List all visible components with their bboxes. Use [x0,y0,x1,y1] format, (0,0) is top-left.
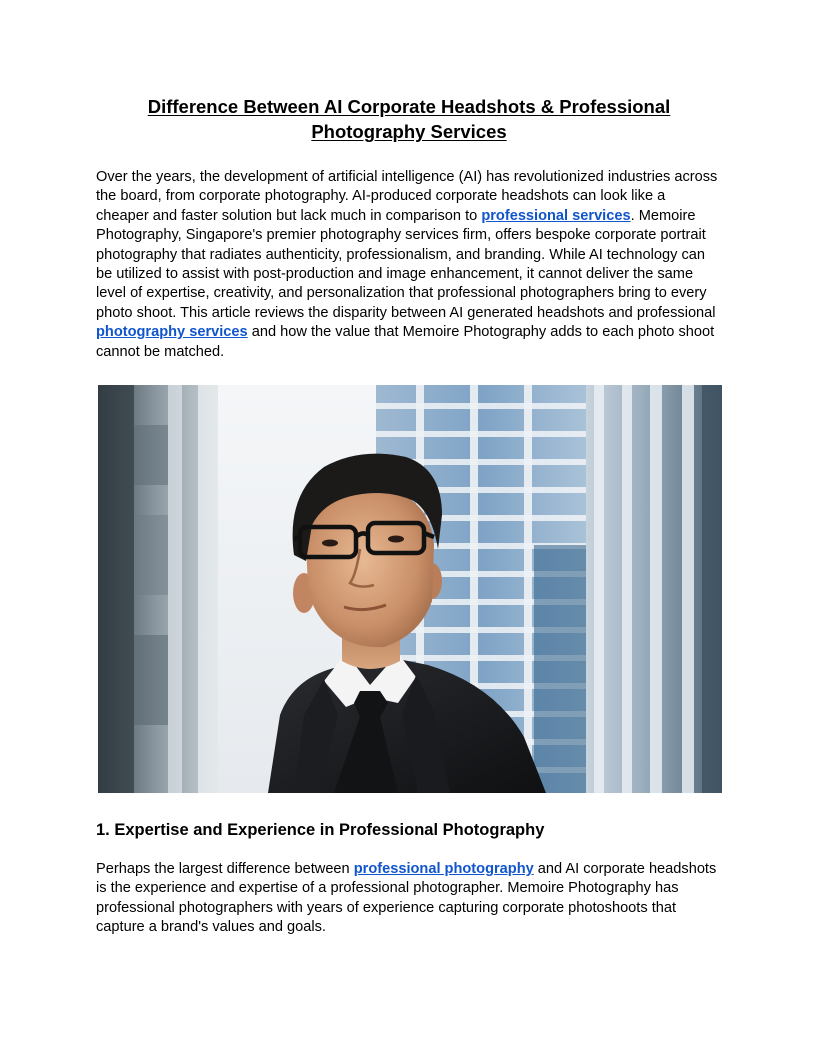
intro-text-1: Over the years, the development of artificial intelligence (AI) has revolutionized industries across the board, from corporate photography. AI-produced corporate headshots can look like a cheaper and faster solution but lack much in comparison to [96,169,718,224]
headshot-photo [98,385,722,793]
article-title: Difference Between AI Corporate Headshots & Professional Photography Services [147,96,671,142]
intro-paragraph [96,168,722,362]
professional-photography-link[interactable]: professional photography [353,861,534,877]
photography-services-link[interactable]: photography services [96,324,248,341]
intro-text-2: . Memoire Photography, Singapore's premier photography services firm, offers bespoke corporate portrait photography that radiates authenticity, professionalism, and branding. While AI technology can be utilized to assist with post-production and image enhancement, it cannot deliver the same level of expertise, creativity, and personalization that professional photographers bring to every photo shoot. This article reviews the disparity between AI generated headshots and professional [96,207,716,321]
professional-services-link[interactable]: professional services [481,207,631,224]
intro-text-3: and how the value that Memoire Photography adds to each photo shoot cannot be matched. [96,324,715,360]
document-page [96,94,722,936]
section-paragraph-expertise [96,860,722,938]
section-text-1: Perhaps the largest difference between [96,861,354,877]
section-text-2: and AI corporate headshots is the experience and expertise of a professional photographer. Memoire Photography has professional photographers with years of experience capturing corporate photoshoots that capture a brand's values and goals. [96,861,717,936]
section-heading-expertise: 1. Expertise and Experience in Professional Photography [96,821,545,839]
